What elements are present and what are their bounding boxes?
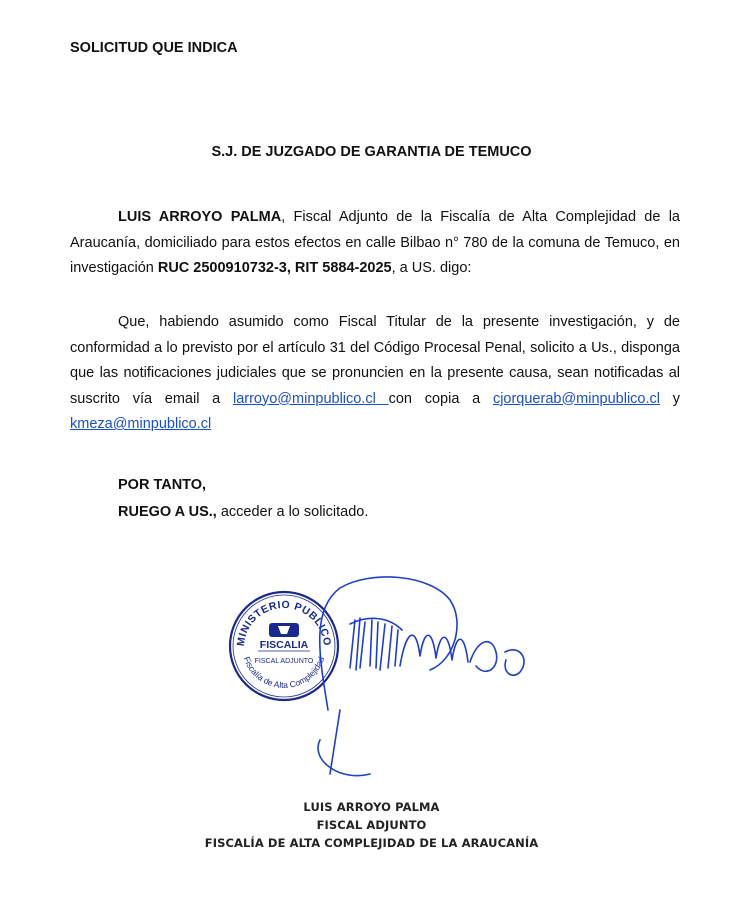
email-link-cjorquerab[interactable]: cjorquerab@minpublico.cl xyxy=(492,390,660,407)
closing-block xyxy=(118,472,368,526)
signer-office: FISCALÍA DE ALTA COMPLEJIDAD DE LA ARAUCANÍA xyxy=(204,836,539,850)
paragraph-introduction xyxy=(70,205,680,282)
signer-name: LUIS ARROYO PALMA xyxy=(303,800,440,814)
paragraph-request xyxy=(70,310,680,438)
closing-request: acceder a lo solicitado. xyxy=(216,504,369,520)
court-heading: S.J. DE JUZGADO DE GARANTIA DE TEMUCO xyxy=(211,144,532,160)
handwritten-signature xyxy=(280,560,540,790)
closing-por-tanto: POR TANTO, xyxy=(118,477,207,493)
document-title: SOLICITUD QUE INDICA xyxy=(70,40,238,56)
request-text: Que, habiendo asumido como Fiscal Titular de la presente investigación, y de conformidad a lo previsto por el artículo 31 del Código Procesal Penal, solicito a Us., disponga que las notificaciones judiciales que se pronuncien en la presente causa, sean notificadas al suscrito vía email a xyxy=(70,314,680,407)
seal-center-text: FISCALIA xyxy=(259,639,309,651)
seal-bottom-text: Fiscalía de Alta Complejidad xyxy=(241,655,327,691)
signer-block xyxy=(0,798,743,852)
prosecutor-name: LUIS ARROYO PALMA xyxy=(118,209,282,225)
seal-role-text: FISCAL ADJUNTO xyxy=(254,658,314,665)
email-link-kmeza[interactable]: kmeza@minpublico.cl xyxy=(70,416,212,432)
case-number: RUC 2500910732-3, RIT 5884-2025 xyxy=(157,260,392,276)
intro-text-end: , a US. digo: xyxy=(391,260,472,276)
copy-text: con copia a xyxy=(388,390,493,407)
closing-ruego: RUEGO A US., xyxy=(118,504,217,520)
seal-top-text: MINISTERIO PUBLICO xyxy=(234,598,334,647)
signer-position: FISCAL ADJUNTO xyxy=(316,818,427,832)
conjunction-text: y xyxy=(660,390,680,407)
email-link-larroyo[interactable]: larroyo@minpublico.cl xyxy=(232,390,389,407)
intro-text: , Fiscal Adjunto de la Fiscalía de Alta Complejidad de la Araucanía, domiciliado para estos efectos en calle Bilbao n° 780 de la comuna de Temuco, en investigación xyxy=(70,209,680,276)
